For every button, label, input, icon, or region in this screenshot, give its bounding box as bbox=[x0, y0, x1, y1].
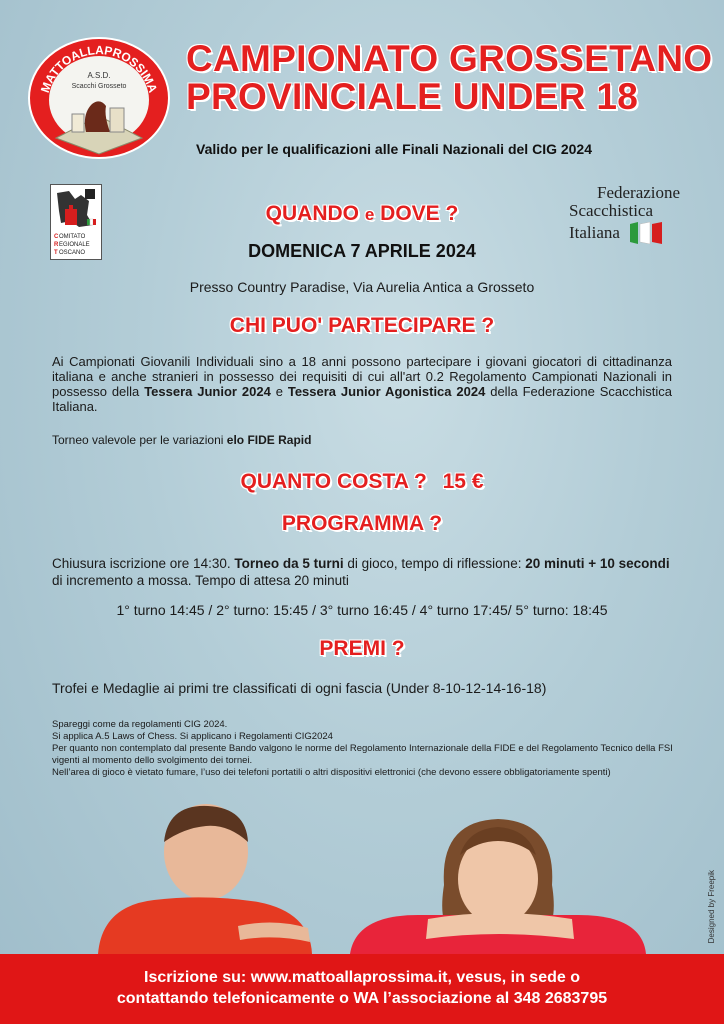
girl-illustration bbox=[348, 815, 648, 954]
round-schedule: 1° turno 14:45 / 2° turno: 15:45 / 3° turno 16:45 / 4° turno 17:45/ 5° turno: 18:45 bbox=[116, 602, 608, 618]
notes-block bbox=[52, 719, 692, 779]
rating-note bbox=[52, 433, 672, 448]
when-heading-text: QUANDO bbox=[265, 202, 359, 225]
eligibility-text-3: della Federazione Scacchistica Italiana. bbox=[52, 384, 672, 414]
tessera-junior-agonistica: Tessera Junior Agonistica 2024 bbox=[287, 384, 486, 399]
prizes-heading: PREMI ? bbox=[319, 637, 405, 660]
program-paragraph bbox=[52, 555, 682, 589]
footer-line-1: Iscrizione su: www.mattoallaprossima.it, vesus, in sede o bbox=[144, 969, 580, 986]
subtitle: Valido per le qualificazioni alle Finali Nazionali del CIG 2024 bbox=[196, 141, 593, 157]
program-time-bold: 20 minuti + 10 secondi bbox=[525, 556, 670, 571]
where-heading-text: DOVE ? bbox=[380, 202, 459, 225]
footer-line-2: contattando telefonicamente o WA l’associazione al 348 2683795 bbox=[116, 990, 608, 1007]
logo-arc-text: MATTOALLAPROSSIMA bbox=[37, 43, 161, 95]
cost-heading bbox=[0, 470, 724, 494]
event-venue: Presso Country Paradise, Via Aurelia Antica a Grosseto bbox=[189, 279, 535, 295]
when-heading-and: e bbox=[364, 205, 375, 224]
rating-note-bold: elo FIDE Rapid bbox=[226, 433, 312, 447]
cost-heading-text: QUANTO COSTA ? bbox=[240, 470, 427, 493]
cost-price: 15 € bbox=[442, 470, 484, 493]
note-item: Nell’area di gioco è vietato fumare, l’uso dei telefoni portatili o altri dispositivi elettronici (che devono essere obbligatoriamente spenti) bbox=[52, 767, 611, 778]
title-line-2: PROVINCIALE UNDER 18 bbox=[186, 76, 639, 117]
program-text-1: Chiusura iscrizione ore 14:30. bbox=[52, 556, 235, 571]
main-title bbox=[186, 38, 713, 117]
crt-line-3: OSCANO bbox=[59, 250, 86, 256]
registration-footer bbox=[0, 954, 724, 1024]
program-text-3: di incremento a mossa. Tempo di attesa 20 minuti bbox=[52, 573, 349, 588]
note-item: Spareggi come da regolamenti CIG 2024. bbox=[52, 719, 228, 730]
fsi-line-2: Scacchistica bbox=[569, 201, 654, 220]
who-heading: CHI PUO' PARTECIPARE ? bbox=[229, 314, 495, 337]
eligibility-text-1: Ai Campionati Giovanili Individuali sino a 18 anni possono partecipare i giovani giocatori di cittadinanza italiana e anche stranieri in possesso dei requisiti di cui all'art 0.2 Regolamento Campionati Nazionali in possesso della bbox=[52, 354, 672, 399]
designer-credit: Designed by Freepik bbox=[707, 870, 716, 944]
program-text-2: di gioco, tempo di riflessione: bbox=[343, 556, 526, 571]
tessera-junior: Tessera Junior 2024 bbox=[144, 384, 271, 399]
eligibility-text-2: e bbox=[270, 384, 288, 399]
logo-asd: A.S.D. bbox=[87, 71, 111, 80]
crt-line-1: OMITATO bbox=[59, 234, 86, 240]
boy-illustration bbox=[88, 802, 318, 954]
fsi-line-1: Federazione bbox=[597, 183, 681, 202]
prizes-text: Trofei e Medaglie ai primi tre classificati di ogni fascia (Under 8-10-12-14-16-18) bbox=[52, 680, 547, 696]
when-where-heading bbox=[0, 202, 724, 226]
program-heading: PROGRAMMA ? bbox=[281, 512, 443, 535]
crt-letter-1: C bbox=[54, 234, 59, 240]
logo-club-name: Scacchi Grosseto bbox=[71, 83, 127, 90]
crt-line-2: EGIONALE bbox=[59, 242, 90, 248]
fsi-line-3: Italiana bbox=[569, 223, 620, 242]
crt-letter-3: T bbox=[54, 250, 58, 256]
note-item: Per quanto non contemplato dal presente Bando valgono le norme del Regolamento Internazionale della FIDE e del Regolamento Tecnico della FSI vigenti al momento dello svolgimento dei tornei. bbox=[52, 743, 673, 766]
club-logo bbox=[26, 28, 172, 160]
eligibility-paragraph bbox=[52, 354, 672, 414]
crt-letter-2: R bbox=[54, 242, 59, 248]
note-item: Si applica A.5 Laws of Chess. Si applicano i Regolamenti CIG2024 bbox=[52, 731, 333, 742]
rating-note-text: Torneo valevole per le variazioni bbox=[52, 433, 227, 447]
title-line-1: CAMPIONATO GROSSETANO bbox=[186, 38, 713, 79]
event-date: DOMENICA 7 APRILE 2024 bbox=[248, 241, 476, 261]
program-rounds-bold: Torneo da 5 turni bbox=[234, 556, 344, 571]
